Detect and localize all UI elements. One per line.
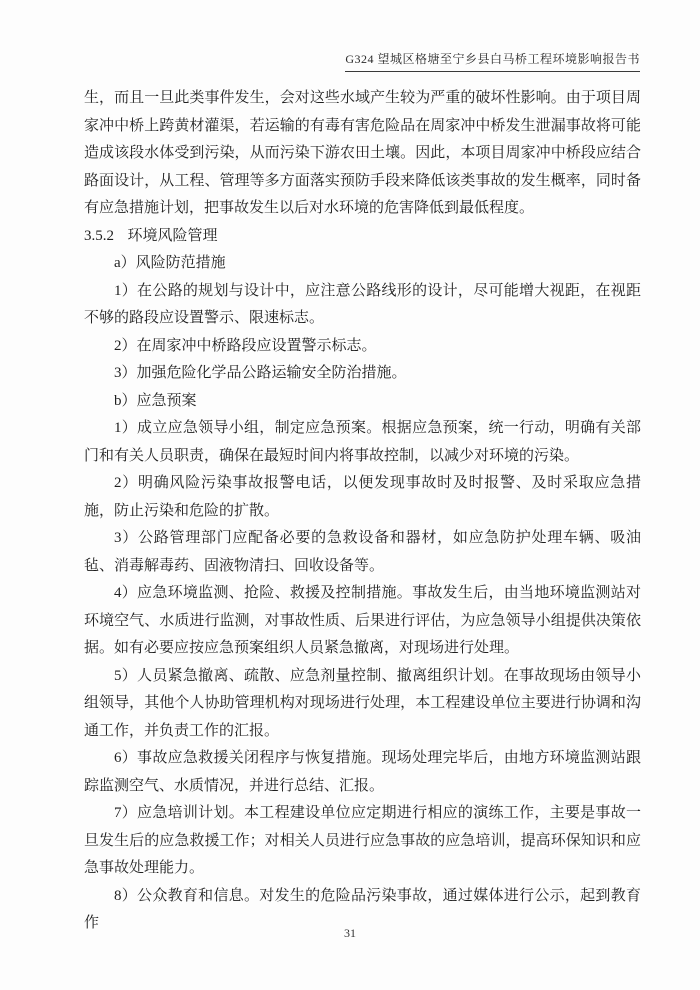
list-item: 6）事故应急救援关闭程序与恢复措施。现场处理完毕后，由地方环境监测站跟踪监测空气、水质情况，并进行总结、汇报。 xyxy=(84,750,641,794)
list-item: 7）应急培训计划。本工程建设单位应定期进行相应的演练工作，主要是事故一旦发生后的应急救援工作；对相关人员进行应急事故的应急培训，提高环保知识和应急事故处理能力。 xyxy=(84,805,641,876)
paragraph-continuation: 生，而且一旦此类事件发生，会对这些水域产生较为严重的破坏性影响。由于项目周家冲中桥上跨黄材灌渠，若运输的有毒有害危险品在周家冲中桥发生泄漏事故将可能造成该段水体受到污染，从而污染下游农田土壤。因此，本项目周家冲中桥段应结合路面设计，从工程、管理等多方面落实预防手段来降低该类事故的发生概率，同时备有应急措施计划，把事故发生以后对水环境的危害降低到最低程度。 xyxy=(84,90,641,216)
list-item: b）应急预案 xyxy=(114,392,197,409)
page-header xyxy=(0,50,640,72)
list-item: 1）成立应急领导小组，制定应急预案。根据应急预案，统一行动，明确有关部门和有关人员职责，确保在最短时间内将事故控制，以减少对环境的污染。 xyxy=(84,420,641,464)
section-number: 3.5.2 xyxy=(84,227,114,244)
list-item: 2）明确风险污染事故报警电话，以便发现事故时及时报警、及时采取应急措施，防止污染和危险的扩散。 xyxy=(84,475,641,519)
list-item: 3）加强危险化学品公路运输安全防治措施。 xyxy=(114,365,407,381)
page-number: 31 xyxy=(344,926,356,940)
list-item: 4）应急环境监测、抢险、救援及控制措施。事故发生后，由当地环境监测站对环境空气、水质进行监测，对事故性质、后果进行评估，为应急领导小组提供决策依据。如有必要应按应急预案组织人员紧急撤离，对现场进行处理。 xyxy=(84,585,641,656)
list-item: 1）在公路的规划与设计中，应注意公路线形的设计，尽可能增大视距，在视距不够的路段应设置警示、限速标志。 xyxy=(84,282,641,326)
section-title: 环境风险管理 xyxy=(127,227,218,244)
section-heading xyxy=(84,223,641,251)
list-item: 8）公众教育和信息。对发生的危险品污染事故，通过媒体进行公示，起到教育作 xyxy=(84,887,641,931)
list-item: a）风险防范措施 xyxy=(114,255,226,271)
list-item: 5）人员紧急撤离、疏散、应急剂量控制、撤离组织计划。在事故现场由领导小组领导，其他个人协助管理机构对现场进行处理，本工程建设单位主要进行协调和沟通工作，并负责工作的汇报。 xyxy=(84,667,641,739)
document-body xyxy=(84,85,641,938)
list-item: 2）在周家冲中桥路段应设置警示标志。 xyxy=(114,337,377,354)
list-item: 3）公路管理部门应配备必要的急救设备和器材，如应急防护处理车辆、吸油毡、消毒解毒药、固液物清扫、回收设备等。 xyxy=(84,530,641,574)
report-header-title: G324 望城区格塘至宁乡县白马桥工程环境影响报告书 xyxy=(345,50,640,72)
page-footer xyxy=(0,926,700,941)
